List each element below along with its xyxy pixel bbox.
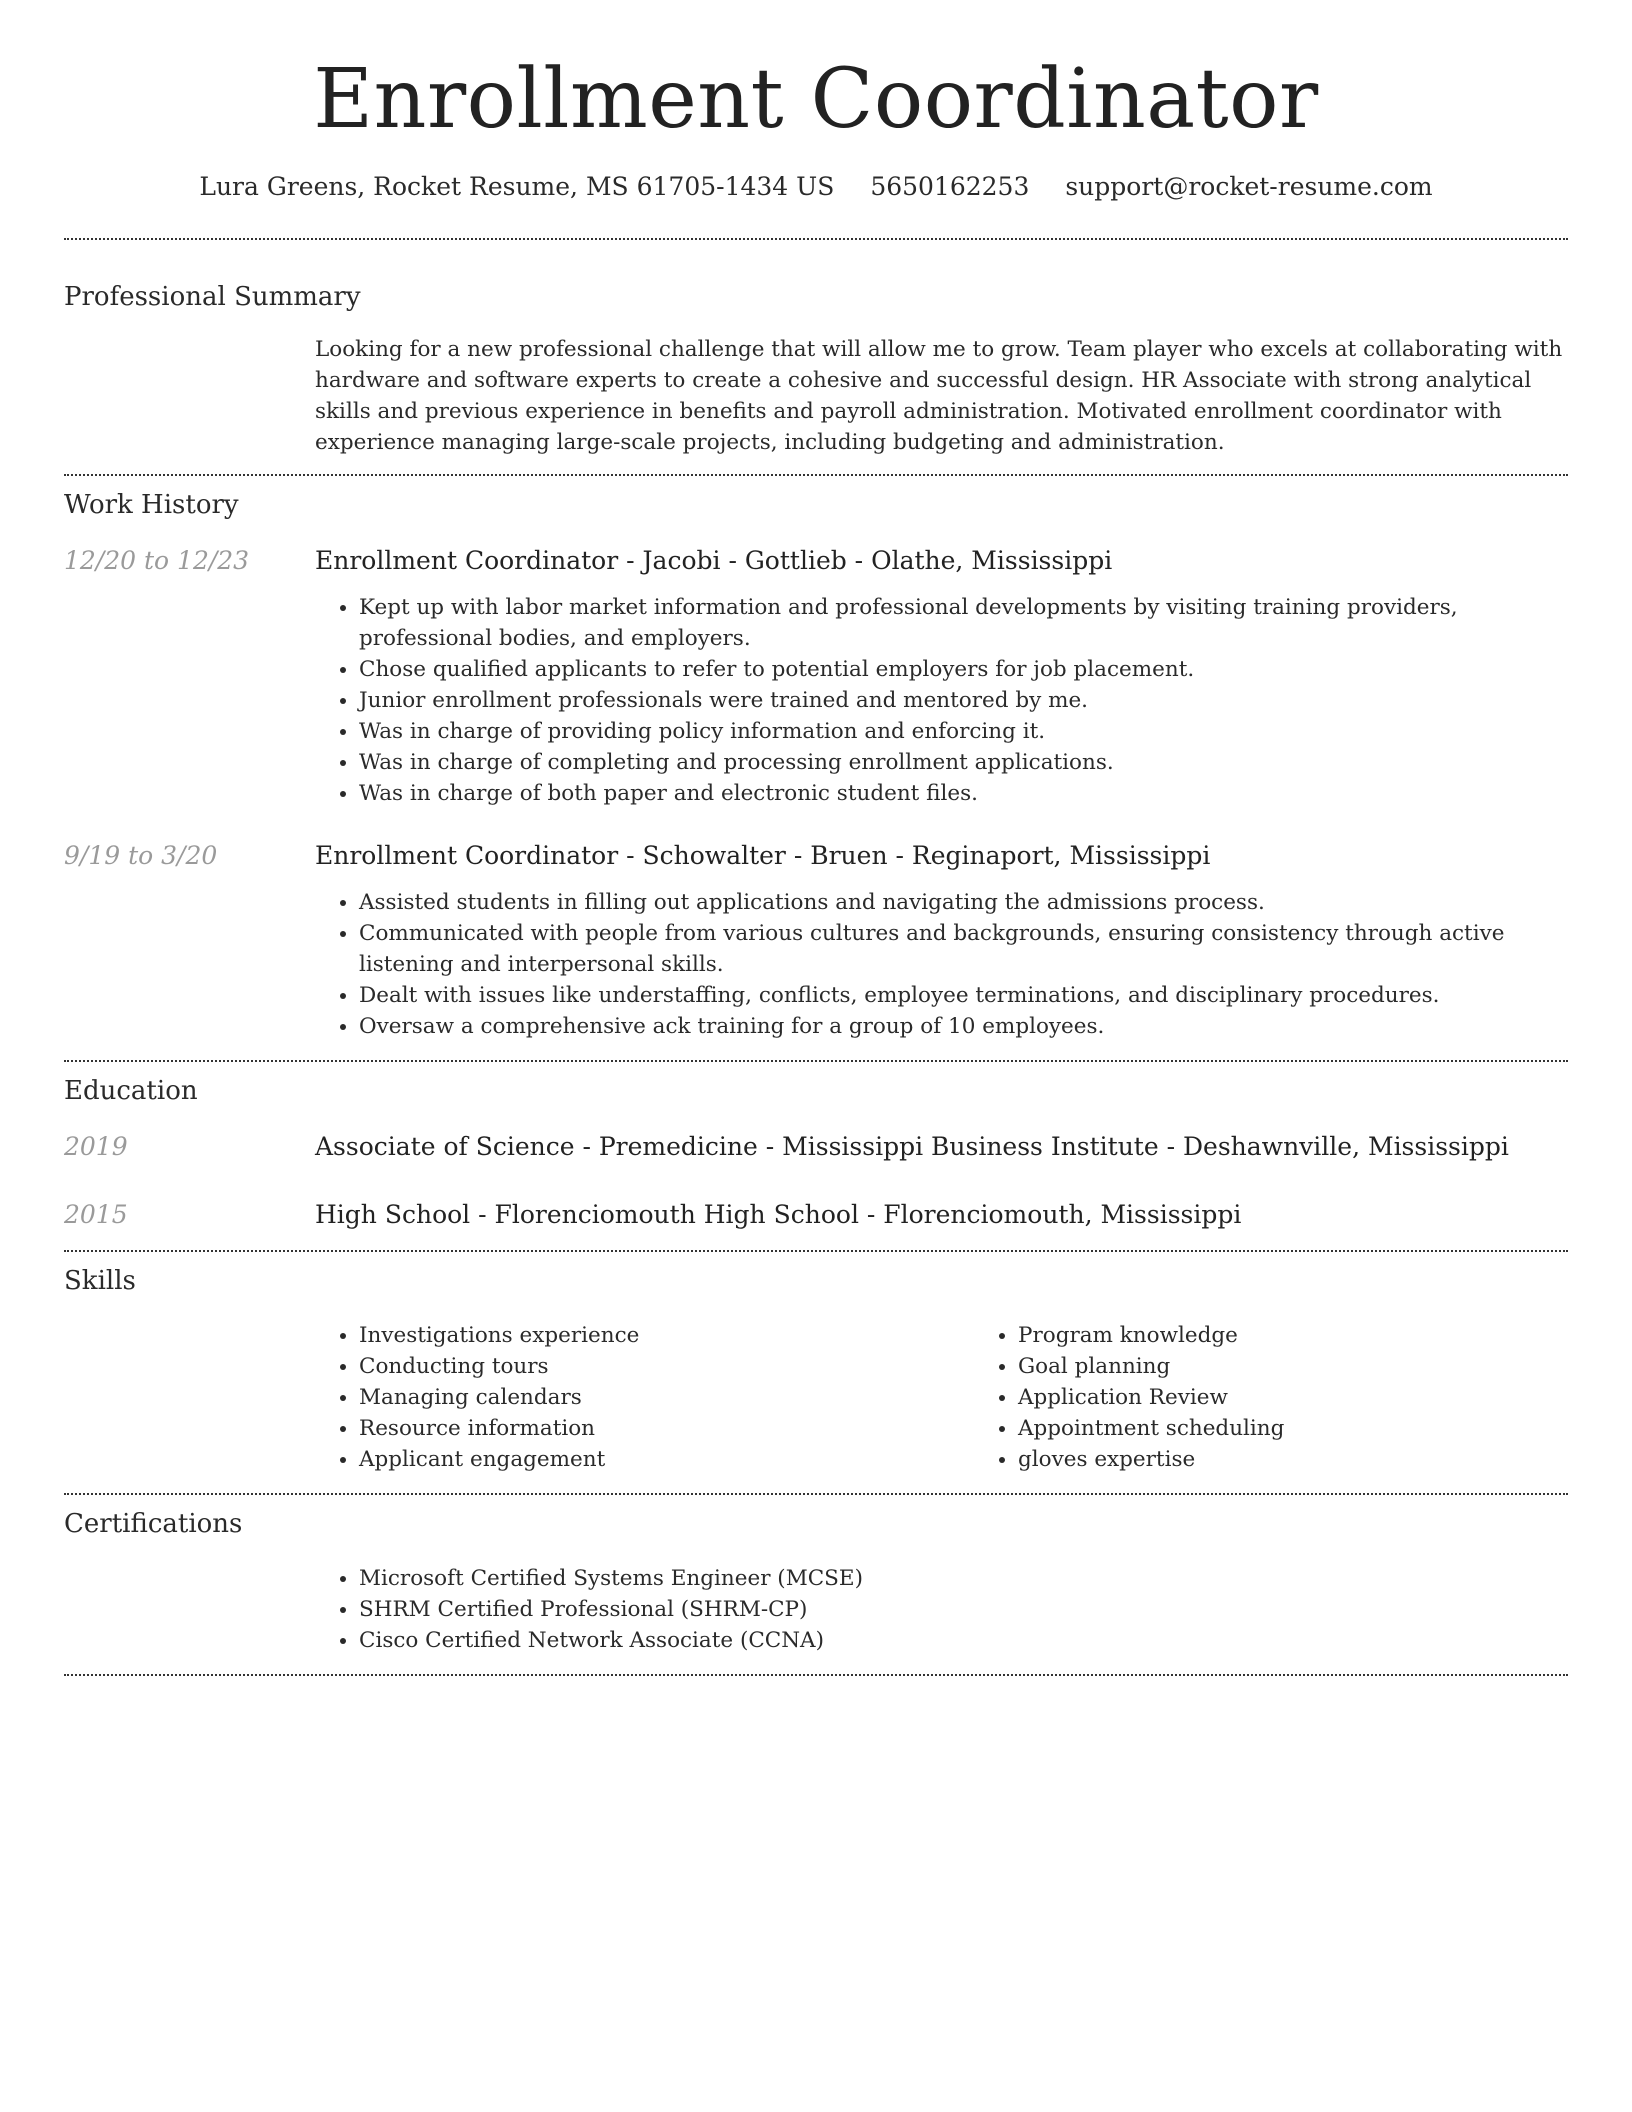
section-skills — [64, 1264, 1568, 1475]
section-title-work: Work History — [64, 490, 239, 520]
resume-name: Enrollment Coordinator — [313, 52, 1319, 147]
education-entry — [64, 1198, 1568, 1232]
section-education — [64, 1074, 1568, 1232]
list-item: • Chose qualified applicants to refer to potential employers for job placement. — [359, 654, 1568, 685]
job-heading: Enrollment Coordinator - Jacobi - Gottlieb - Olathe, Mississippi — [315, 546, 1113, 575]
list-item: • Goal planning — [1018, 1351, 1632, 1382]
list-item: • Junior enrollment professionals were trained and mentored by me. — [359, 685, 1568, 716]
section-title-summary: Professional Summary — [64, 282, 361, 312]
list-item: • Oversaw a comprehensive ack training for a group of 10 employees. — [359, 1011, 1568, 1042]
education-heading: Associate of Science - Premedicine - Mississippi Business Institute - Deshawnville, Mississippi — [315, 1132, 1509, 1161]
certifications-list — [315, 1563, 1568, 1656]
section-title-education: Education — [64, 1076, 198, 1106]
contact-address: Lura Greens, Rocket Resume, MS 61705-1434 US — [199, 172, 835, 201]
job-dates: 12/20 to 12/23 — [64, 546, 250, 575]
summary-text: Looking for a new professional challenge that will allow me to grow. Team player who excels at collaborating with hardware and software experts to create a cohesive and successful design. HR Associate with strong analytical skills and previous experience in benefits and payroll administration. Motivated enrollment coordinator with experience managing large-scale projects, including budgeting and administration. — [315, 337, 1563, 455]
list-item: • Microsoft Certified Systems Engineer (MCSE) — [359, 1563, 1568, 1594]
section-summary — [64, 280, 1568, 458]
list-item: • Application Review — [1018, 1382, 1632, 1413]
list-item: • gloves expertise — [1018, 1444, 1632, 1475]
section-title-certifications: Certifications — [64, 1509, 243, 1539]
education-entry — [64, 1130, 1568, 1164]
list-item: • Applicant engagement — [359, 1444, 974, 1475]
skills-grid — [315, 1320, 1632, 1475]
list-item: • Conducting tours — [359, 1351, 974, 1382]
summary-spacer — [64, 334, 315, 458]
education-year: 2019 — [64, 1132, 128, 1161]
section-work-history — [64, 488, 1568, 1042]
list-item: • Resource information — [359, 1413, 974, 1444]
divider — [64, 1674, 1568, 1676]
job-dates: 9/19 to 3/20 — [64, 841, 218, 870]
education-heading: High School - Florenciomouth High School - Florenciomouth, Mississippi — [315, 1200, 1242, 1229]
list-item: • Cisco Certified Network Associate (CCNA) — [359, 1625, 1568, 1656]
contact-phone: 5650162253 — [870, 172, 1030, 201]
education-year: 2015 — [64, 1200, 128, 1229]
skills-list-right — [974, 1320, 1632, 1475]
list-item: • Managing calendars — [359, 1382, 974, 1413]
skills-list-left — [315, 1320, 974, 1475]
skills-spacer — [64, 1320, 315, 1475]
certifications-spacer — [64, 1563, 315, 1656]
list-item: • Was in charge of completing and processing enrollment applications. — [359, 747, 1568, 778]
job-bullets — [315, 887, 1568, 1042]
list-item: • Assisted students in filling out applications and navigating the admissions process. — [359, 887, 1568, 918]
divider — [64, 1060, 1568, 1062]
contact-line — [64, 170, 1568, 204]
list-item: • Appointment scheduling — [1018, 1413, 1632, 1444]
section-title-skills: Skills — [64, 1266, 136, 1296]
list-item: • Dealt with issues like understaffing, conflicts, employee terminations, and disciplinary procedures. — [359, 980, 1568, 1011]
contact-email: support@rocket-resume.com — [1065, 172, 1433, 201]
job-entry — [64, 839, 1568, 1042]
divider — [64, 1250, 1568, 1252]
list-item: • Was in charge of providing policy information and enforcing it. — [359, 716, 1568, 747]
list-item: • Investigations experience — [359, 1320, 974, 1351]
divider — [64, 238, 1568, 240]
divider — [64, 1493, 1568, 1495]
list-item: • Communicated with people from various cultures and backgrounds, ensuring consistency through active listening and interpersonal skills. — [359, 918, 1568, 980]
section-certifications — [64, 1507, 1568, 1656]
list-item: • Program knowledge — [1018, 1320, 1632, 1351]
divider — [64, 474, 1568, 476]
job-heading: Enrollment Coordinator - Schowalter - Bruen - Reginaport, Mississippi — [315, 841, 1211, 870]
list-item: • Kept up with labor market information and professional developments by visiting training providers, professional bodies, and employers. — [359, 592, 1568, 654]
list-item: • Was in charge of both paper and electronic student files. — [359, 778, 1568, 809]
list-item: • SHRM Certified Professional (SHRM-CP) — [359, 1594, 1568, 1625]
job-entry — [64, 544, 1568, 809]
job-bullets — [315, 592, 1568, 809]
